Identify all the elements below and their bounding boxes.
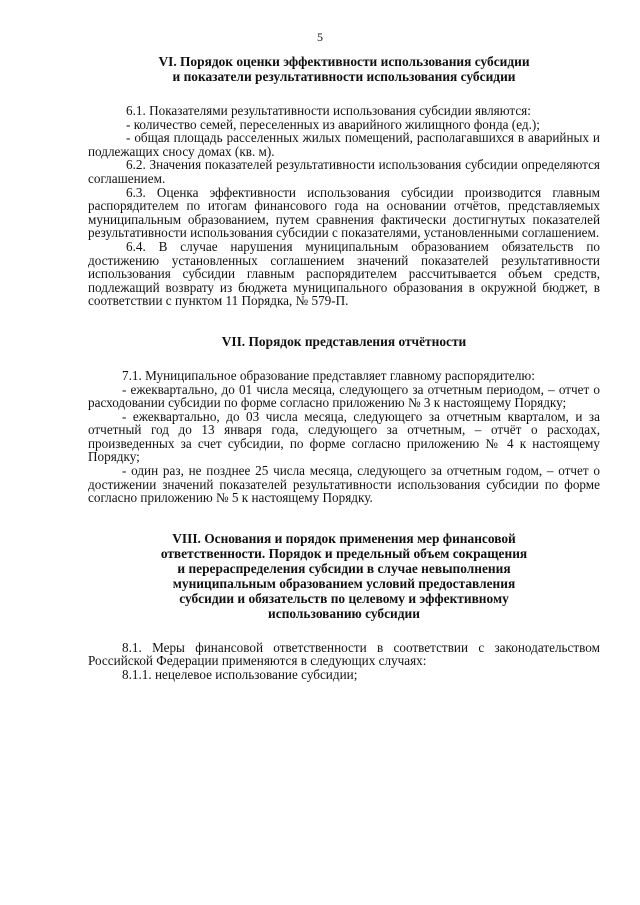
paragraph-6-1: 6.1. Показателями результативности использования субсидии являются: [126,103,531,118]
page-number: 5 [317,30,323,44]
section-8-title-line-2: ответственности. Порядок и предельный объем сокращения [160,545,528,561]
paragraph-7-1-item-b: - ежеквартально, до 03 числа месяца, следующего за отчетным кварталом, и за отчетный год до 13 января года, следующего за отчетным, – отчёт о расходах, произведенных за счет субсидии, по форме согласно приложению № 4 к настоящему Порядку; [88,408,600,465]
section-6-title-line-1: VI. Порядок оценки эффективности использования субсидии [158,54,530,69]
section-6-title [88,54,600,84]
section-8-title-line-5: субсидии и обязательств по целевому и эффективному [179,590,509,606]
paragraph-7-1-item-c: - один раз, не позднее 25 числа месяца, следующего за отчетным годом, – отчет о достижении значений показателей результативности использования субсидии по форме согласно приложению № 5 к настоящему Порядку. [88,463,600,506]
paragraph-7-1: 7.1. Муниципальное образование представляет главному распорядителю: [122,367,535,383]
section-8 [88,531,600,682]
section-6 [88,54,600,308]
paragraph-6-4: 6.4. В случае нарушения муниципальным образованием обязательств по достижению установленных соглашением значений показателей результативности использования субсидии главным распорядителем рассчитывается объем средств, подлежащий возврату из бюджета муниципального образования в окружной бюджет, в соответствии с пунктом 11 Порядка, № 579-П. [88,238,600,309]
paragraph-6-1-item-a: - количество семей, переселенных из аварийного жилищного фонда (ед.); [126,116,540,132]
section-8-title-line-4: муниципальным образованием условий предоставления [172,575,516,591]
section-7 [88,334,600,505]
paragraph-6-3: 6.3. Оценка эффективности использования субсидии производится главным распорядителем по итогам финансового года на основании отчётов, представляемых муниципальным образованием, путем сравнения фактически достигнутых показателей результативности использования субсидии с показателями, установленными соглашением. [88,184,600,241]
document-body [88,54,600,682]
paragraph-7-1-item-a: - ежеквартально, до 01 числа месяца, следующего за отчетным периодом, – отчет о расходовании субсидии по форме согласно приложению № 3 к настоящему Порядку; [88,381,600,411]
paragraph-6-2: 6.2. Значения показателей результативности использования субсидии определяются соглашением. [88,157,600,186]
section-8-title-line-1: VIII. Основания и порядок применения мер финансовой [172,530,516,546]
section-6-title-line-2: и показатели результативности использования субсидии [172,69,516,84]
section-8-title-line-6: использованию субсидии [268,605,420,621]
paragraph-8-1: 8.1. Меры финансовой ответственности в соответствии с законодательством Российской Федерации применяются в следующих случаях: [88,639,600,669]
section-8-title-line-3: и перераспределения субсидии в случае невыполнения [177,560,511,576]
paragraph-8-1-1: 8.1.1. нецелевое использование субсидии; [122,667,358,683]
section-7-title: VII. Порядок представления отчётности [221,333,467,349]
paragraph-6-1-item-b: - общая площадь расселенных жилых помещений, располагавшихся в аварийных и подлежащих сносу домах (кв. м). [88,130,600,159]
section-8-title [88,531,600,621]
